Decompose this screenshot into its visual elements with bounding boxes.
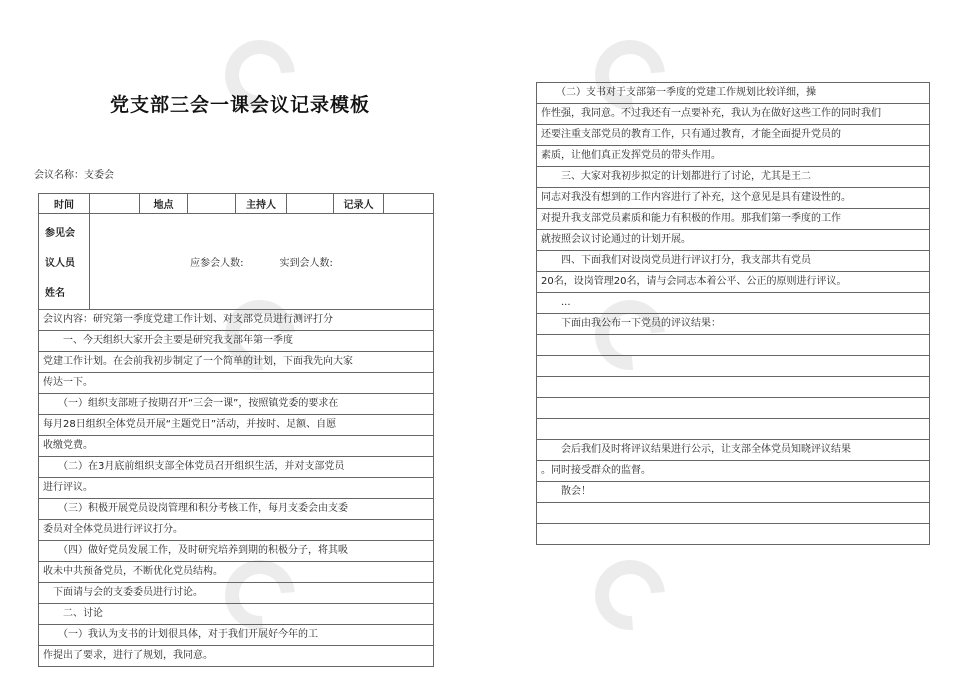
table-row: 二、讨论 bbox=[39, 604, 433, 625]
table-row: 20名，设岗管理20名，请与会同志本着公平、公正的原则进行评议。 bbox=[537, 272, 929, 293]
table-row: （一）组织支部班子按期召开“三会一课”，按照镇党委的要求在 bbox=[39, 394, 433, 415]
table-row: 收缴党费。 bbox=[39, 436, 433, 457]
actual-count: 实到会人数: bbox=[279, 258, 333, 269]
attendees-label bbox=[39, 214, 90, 309]
place-label: 地点 bbox=[140, 194, 188, 213]
page-title: 党支部三会一课会议记录模板 bbox=[109, 94, 370, 116]
table-row: 会议内容：研究第一季度党建工作计划、对支部党员进行测评打分 bbox=[39, 310, 433, 331]
table-row: 还要注重支部党员的教育工作，只有通过教育，才能全面提升党员的 bbox=[537, 125, 929, 146]
attendees-row bbox=[39, 214, 433, 310]
table-row: ... bbox=[537, 293, 929, 314]
table-row bbox=[537, 503, 929, 524]
table-row: 。同时接受群众的监督。 bbox=[537, 461, 929, 482]
table-row: 就按照会议讨论通过的计划开展。 bbox=[537, 230, 929, 251]
table-row: （一）我认为支书的计划很具体，对于我们开展好今年的工 bbox=[39, 625, 433, 646]
table-row: 党建工作计划。在会前我初步制定了一个简单的计划，下面我先向大家 bbox=[39, 352, 433, 373]
table-row: 作性强，我同意。不过我还有一点要补充，我认为在做好这些工作的同时我们 bbox=[537, 104, 929, 125]
table-row: 三、大家对我初步拟定的计划都进行了讨论，尤其是王二 bbox=[537, 167, 929, 188]
left-content-rows bbox=[39, 310, 433, 666]
host-value-cell[interactable] bbox=[287, 194, 334, 213]
recorder-label: 记录人 bbox=[334, 194, 384, 213]
table-row: （二）支书对于支部第一季度的党建工作规划比较详细，操 bbox=[537, 83, 929, 104]
header-row bbox=[39, 194, 433, 214]
table-row: 会后我们及时将评议结果进行公示，让支部全体党员知晓评议结果 bbox=[537, 440, 929, 461]
time-value-cell[interactable] bbox=[90, 194, 140, 213]
table-row: 四、下面我们对设岗党员进行评议打分，我支部共有党员 bbox=[537, 251, 929, 272]
table-row bbox=[537, 524, 929, 544]
attendees-label-line: 姓名 bbox=[45, 288, 65, 300]
right-content-rows bbox=[537, 83, 929, 544]
meeting-name: 会议名称：支委会 bbox=[34, 170, 114, 181]
place-value-cell[interactable] bbox=[188, 194, 236, 213]
table-row: 每月28日组织全体党员开展“主题党日”活动，并按时、足额、自愿 bbox=[39, 415, 433, 436]
attendees-label-line: 议人员 bbox=[45, 257, 75, 269]
table-row: 素质，让他们真正发挥党员的带头作用。 bbox=[537, 146, 929, 167]
table-row: 散会！ bbox=[537, 482, 929, 503]
table-row: （四）做好党员发展工作，及时研究培养到期的积极分子，将其吸 bbox=[39, 541, 433, 562]
attendees-label-line: 参见会 bbox=[45, 227, 75, 239]
right-record-table bbox=[536, 82, 930, 545]
watermark bbox=[581, 546, 680, 645]
left-record-table bbox=[38, 193, 434, 667]
table-row: 同志对我没有想到的工作内容进行了补充，这个意见是具有建设性的。 bbox=[537, 188, 929, 209]
table-row bbox=[537, 398, 929, 419]
table-row: 收未中共预备党员，不断优化党员结构。 bbox=[39, 562, 433, 583]
table-row bbox=[537, 356, 929, 377]
time-label: 时间 bbox=[39, 194, 90, 213]
table-row: 作提出了要求，进行了规划，我同意。 bbox=[43, 650, 213, 661]
attendee-counts bbox=[90, 214, 433, 309]
table-row bbox=[537, 419, 929, 440]
table-row: 传达一下。 bbox=[39, 373, 433, 394]
expected-count: 应参会人数: bbox=[190, 258, 244, 269]
table-row bbox=[537, 335, 929, 356]
table-row: 委员对全体党员进行评议打分。 bbox=[39, 520, 433, 541]
table-row: 下面由我公布一下党员的评议结果： bbox=[537, 314, 929, 335]
host-label: 主持人 bbox=[236, 194, 287, 213]
table-row: （三）积极开展党员设岗管理和积分考核工作，每月支委会由支委 bbox=[39, 499, 433, 520]
table-row: （二）在3月底前组织支部全体党员召开组织生活，并对支部党员 bbox=[39, 457, 433, 478]
table-row: 一、今天组织大家开会主要是研究我支部年第一季度 bbox=[39, 331, 433, 352]
table-row: 进行评议。 bbox=[39, 478, 433, 499]
recorder-value-cell[interactable] bbox=[384, 194, 433, 213]
table-row: 对提升我支部党员素质和能力有积极的作用。那我们第一季度的工作 bbox=[537, 209, 929, 230]
table-row: 下面请与会的支委委员进行讨论。 bbox=[39, 583, 433, 604]
table-row bbox=[537, 377, 929, 398]
